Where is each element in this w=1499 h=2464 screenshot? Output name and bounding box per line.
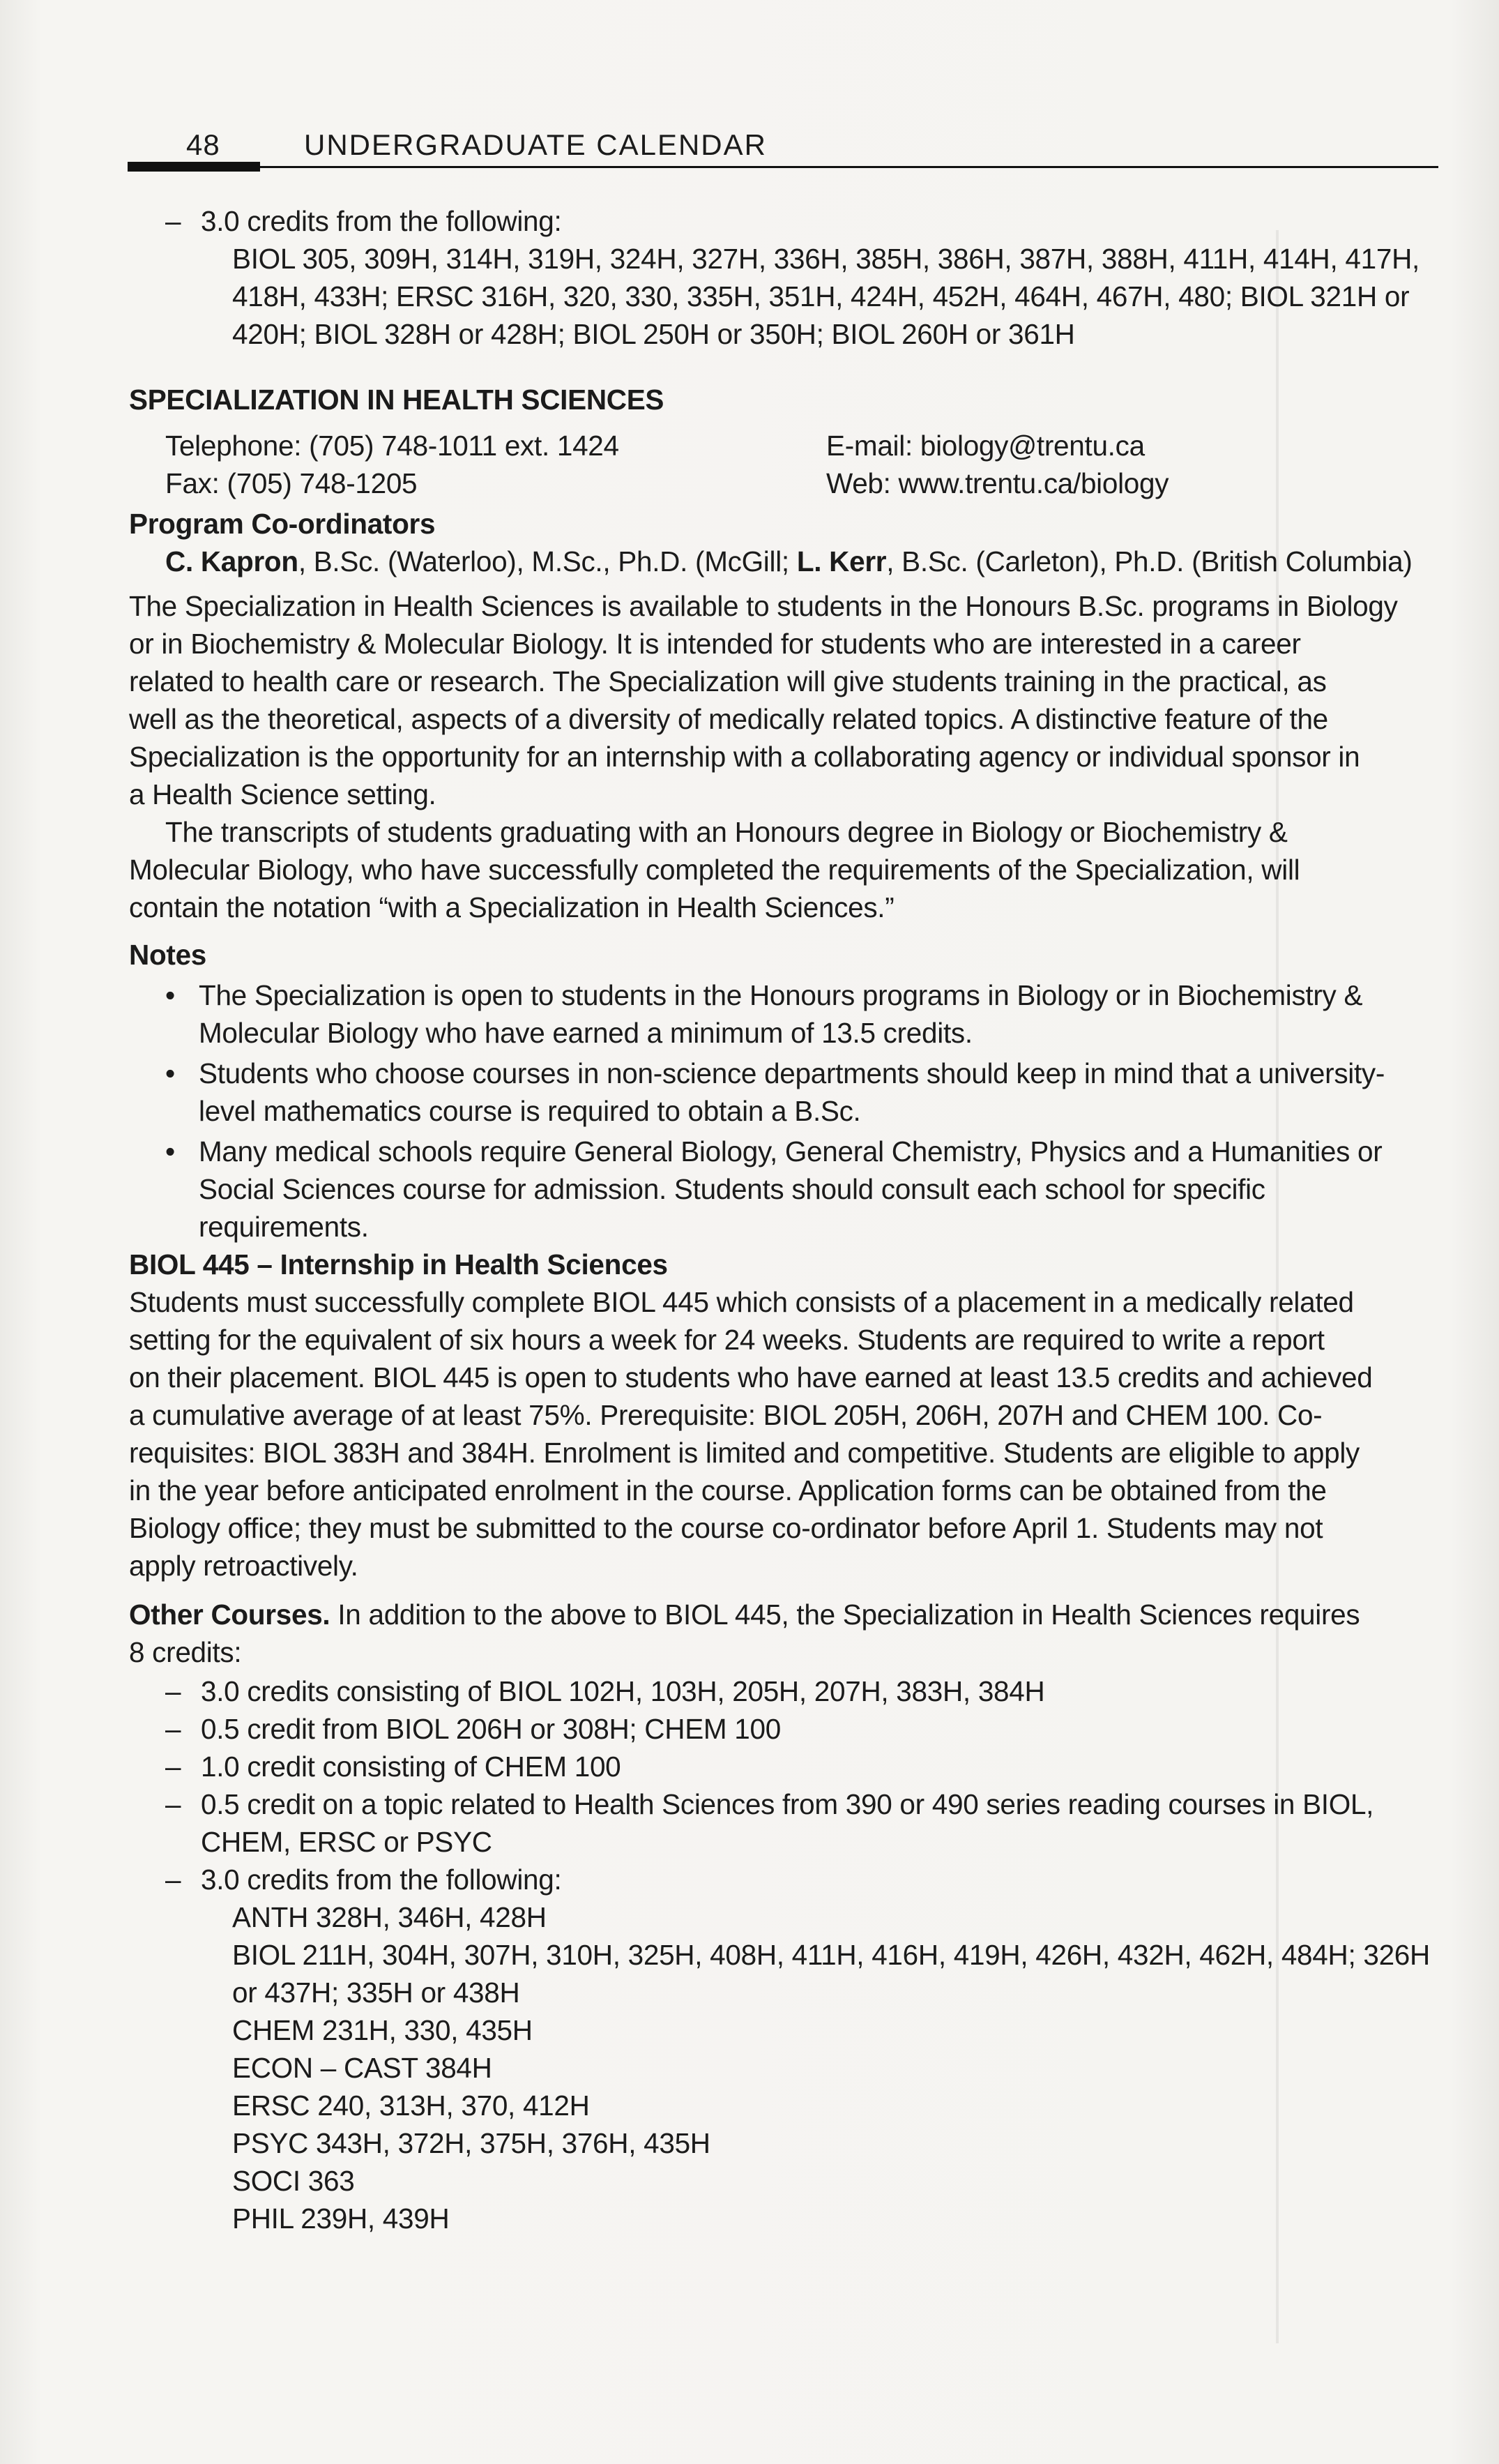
coordinators-heading: Program Co-ordinators	[129, 508, 436, 540]
list-item	[129, 1055, 1440, 1130]
list-item	[129, 1748, 1440, 1785]
paragraph-line: setting for the equivalent of six hours a week for 24 weeks. Students are required to write a report	[129, 1324, 1325, 1356]
transcript-paragraph	[129, 813, 1440, 926]
note-line: Many medical schools require General Biology, General Chemistry, Physics and a Humanities or	[199, 1135, 1383, 1167]
list-item	[129, 1710, 1440, 1748]
list-item	[129, 1133, 1440, 1246]
bullet-marker: •	[165, 1057, 175, 1089]
course-line: ERSC 240, 313H, 370, 412H	[232, 2089, 590, 2122]
list-item-label: 3.0 credits from the following:	[201, 205, 562, 237]
other-courses-intro-line: 8 credits:	[129, 1636, 242, 1668]
course-line: PSYC 343H, 372H, 375H, 376H, 435H	[232, 2127, 710, 2159]
note-line: requirements.	[199, 1211, 369, 1243]
paragraph-line: well as the theoretical, aspects of a diversity of medically related topics. A distinctive feature of the	[129, 703, 1328, 735]
internship-paragraph	[129, 1283, 1440, 1585]
running-title: UNDERGRADUATE CALENDAR	[304, 128, 767, 161]
paragraph-line: requisites: BIOL 383H and 384H. Enrolment is limited and competitive. Students are eligible to apply	[129, 1437, 1360, 1469]
paragraph-line: a cumulative average of at least 75%. Prerequisite: BIOL 205H, 206H, 207H and CHEM 100. Co-	[129, 1399, 1323, 1431]
list-item	[129, 1861, 1440, 1898]
course-line: CHEM 231H, 330, 435H	[232, 2014, 533, 2046]
paragraph-line: contain the notation “with a Specialization in Health Sciences.”	[129, 891, 895, 923]
page-header	[128, 124, 1438, 173]
notes-heading: Notes	[129, 939, 207, 971]
intro-paragraph	[129, 587, 1440, 813]
course-line: BIOL 211H, 304H, 307H, 310H, 325H, 408H, 411H, 416H, 419H, 426H, 432H, 462H, 484H; 326H	[232, 1939, 1430, 1971]
paragraph-line: apply retroactively.	[129, 1550, 358, 1582]
list-item	[129, 976, 1440, 1052]
course-line: ANTH 328H, 346H, 428H	[232, 1901, 547, 1933]
note-line: Social Sciences course for admission. Students should consult each school for specific	[199, 1173, 1265, 1205]
note-line: The Specialization is open to students in the Honours programs in Biology or in Biochemistry &	[199, 979, 1363, 1011]
requirement-line: 0.5 credit on a topic related to Health Sciences from 390 or 490 series reading courses in BIOL,	[201, 1788, 1374, 1820]
paragraph-line: related to health care or research. The Specialization will give students training in the practical, as	[129, 665, 1327, 697]
other-courses-heading: Other Courses.	[129, 1598, 330, 1631]
coordinator-name: C. Kapron	[165, 545, 298, 577]
requirement-line: 3.0 credits consisting of BIOL 102H, 103H, 205H, 207H, 383H, 384H	[201, 1675, 1045, 1707]
other-courses-intro-text: In addition to the above to BIOL 445, the Specialization in Health Sciences requires	[330, 1598, 1360, 1631]
course-line: 418H, 433H; ERSC 316H, 320, 330, 335H, 351H, 424H, 452H, 464H, 467H, 480; BIOL 321H or	[232, 280, 1410, 312]
note-line: level mathematics course is required to obtain a B.Sc.	[199, 1095, 861, 1127]
coordinator-credentials: , B.Sc. (Carleton), Ph.D. (British Columbia)	[886, 545, 1413, 577]
course-line: SOCI 363	[232, 2165, 355, 2197]
list-item	[129, 1672, 1440, 1710]
contact-block	[129, 427, 1440, 502]
dash-marker: –	[165, 1751, 181, 1783]
course-line: or 437H; 335H or 438H	[232, 1977, 520, 2009]
bullet-marker: •	[165, 979, 175, 1011]
requirement-line: 3.0 credits from the following:	[201, 1864, 562, 1896]
course-line: BIOL 305, 309H, 314H, 319H, 324H, 327H, 336H, 385H, 386H, 387H, 388H, 411H, 414H, 417H,	[232, 243, 1420, 275]
fax: Fax: (705) 748-1205	[165, 467, 418, 499]
coordinator-credentials: , B.Sc. (Waterloo), M.Sc., Ph.D. (McGill;	[298, 545, 797, 577]
page-number: 48	[186, 128, 220, 161]
coordinators-line	[129, 543, 1440, 580]
paragraph-line: in the year before anticipated enrolment in the course. Application forms can be obtained from the	[129, 1474, 1327, 1506]
other-courses-intro	[129, 1596, 1440, 1633]
telephone: Telephone: (705) 748-1011 ext. 1424	[165, 430, 619, 462]
paragraph-line: The transcripts of students graduating with an Honours degree in Biology or Biochemistry &	[165, 816, 1288, 848]
page-content	[129, 202, 1440, 2237]
course-line: PHIL 239H, 439H	[232, 2202, 450, 2235]
internship-heading: BIOL 445 – Internship in Health Sciences	[129, 1248, 668, 1280]
dash-marker: –	[165, 1788, 181, 1820]
paragraph-line: Specialization is the opportunity for an internship with a collaborating agency or individual sponsor in	[129, 741, 1360, 773]
course-line: ECON – CAST 384H	[232, 2052, 492, 2084]
paragraph-line: a Health Science setting.	[129, 778, 436, 810]
list-item	[129, 1785, 1440, 1861]
bullet-marker: •	[165, 1135, 175, 1167]
note-line: Students who choose courses in non-science departments should keep in mind that a university-	[199, 1057, 1385, 1089]
dash-marker: –	[165, 1675, 181, 1707]
paragraph-line: Students must successfully complete BIOL 445 which consists of a placement in a medically related	[129, 1286, 1354, 1318]
list-item	[129, 202, 1440, 240]
email-link[interactable]: E-mail: biology@trentu.ca	[826, 430, 1145, 462]
coordinator-name: L. Kerr	[796, 545, 887, 577]
section-heading: SPECIALIZATION IN HEALTH SCIENCES	[129, 384, 664, 416]
note-line: Molecular Biology who have earned a minimum of 13.5 credits.	[199, 1017, 973, 1049]
course-line: 420H; BIOL 328H or 428H; BIOL 250H or 350H; BIOL 260H or 361H	[232, 318, 1075, 350]
dash-marker: –	[165, 205, 181, 237]
paragraph-line: or in Biochemistry & Molecular Biology. It is intended for students who are interested in a career	[129, 628, 1301, 660]
requirement-line: 1.0 credit consisting of CHEM 100	[201, 1751, 621, 1783]
header-rule	[128, 166, 1438, 168]
paragraph-line: Molecular Biology, who have successfully completed the requirements of the Specialization, will	[129, 854, 1300, 886]
requirement-line: CHEM, ERSC or PSYC	[201, 1826, 492, 1858]
paragraph-line: Biology office; they must be submitted to the course co-ordinator before April 1. Students may not	[129, 1512, 1323, 1544]
requirement-line: 0.5 credit from BIOL 206H or 308H; CHEM 100	[201, 1713, 781, 1745]
paragraph-line: The Specialization in Health Sciences is available to students in the Honours B.Sc. programs in Biology	[129, 590, 1398, 622]
dash-marker: –	[165, 1864, 181, 1896]
paragraph-line: on their placement. BIOL 445 is open to students who have earned at least 13.5 credits and achieved	[129, 1361, 1373, 1393]
dash-marker: –	[165, 1713, 181, 1745]
web-link[interactable]: Web: www.trentu.ca/biology	[826, 467, 1169, 499]
